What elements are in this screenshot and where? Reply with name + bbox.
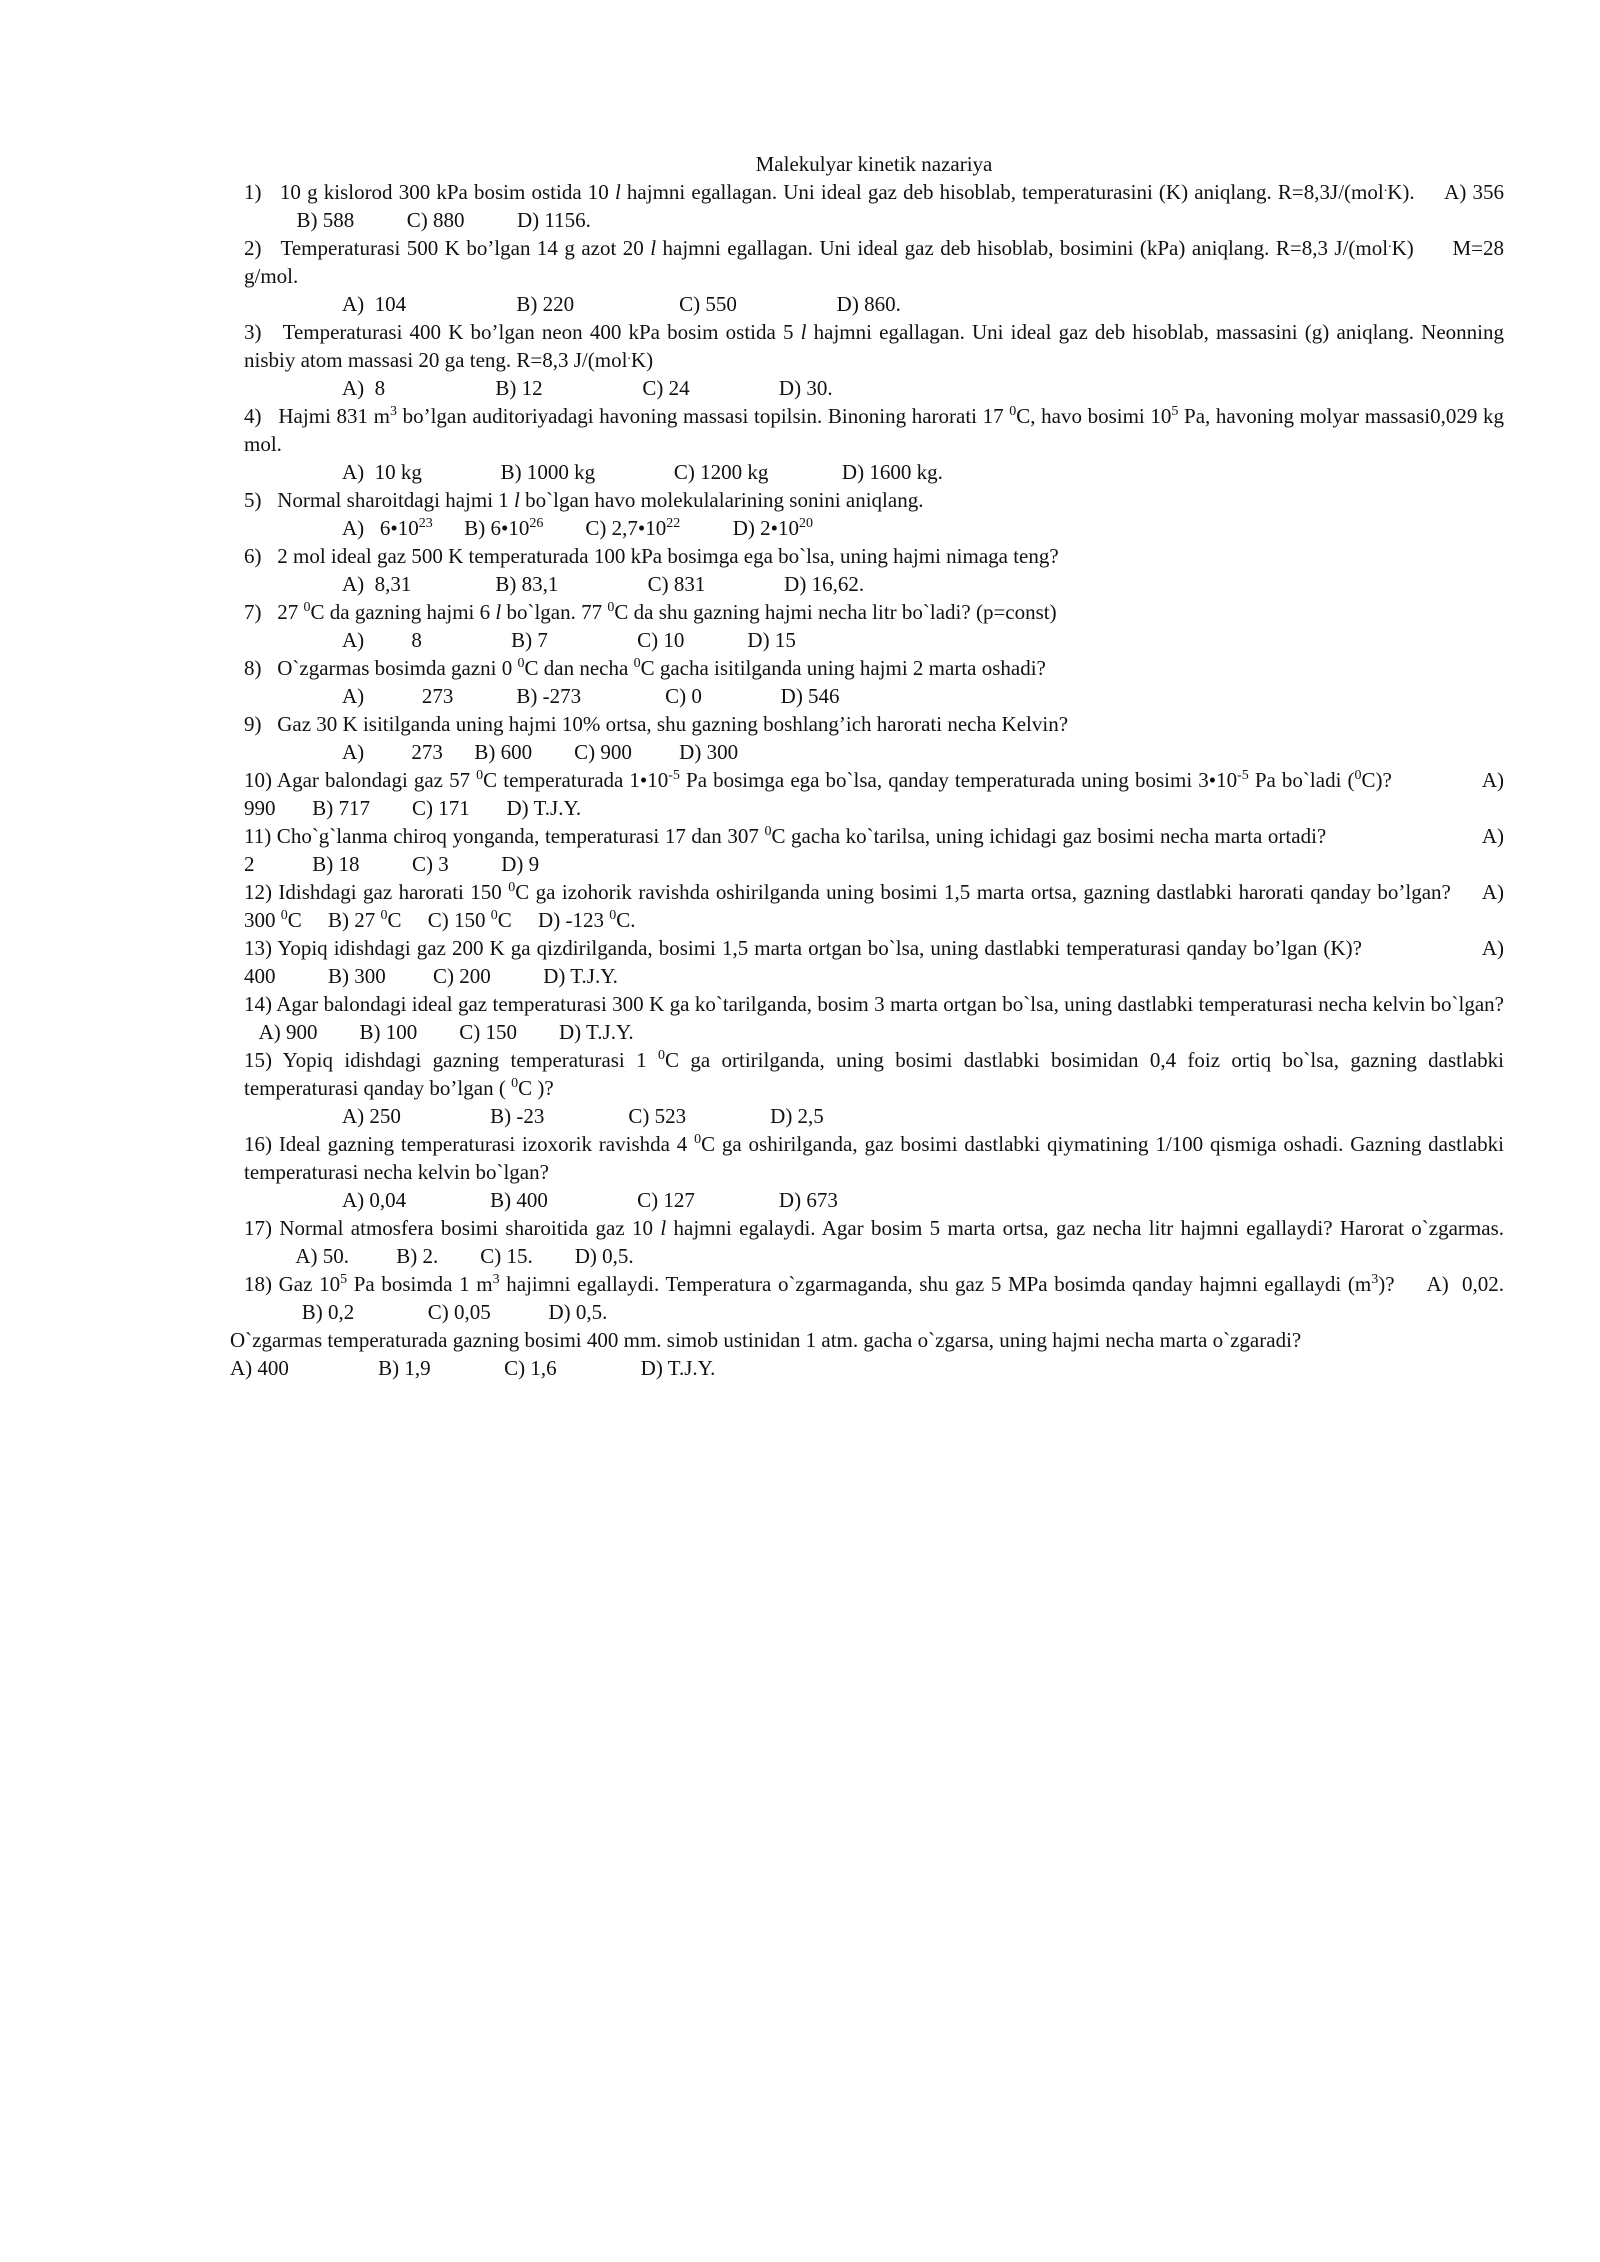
question-q10: 10) Agar balondagi gaz 57 $^0$C temperaturada $1•10^{-5}$ Pa bosimga ega bo`lsa, qanday temperaturada uning bosimi $3•10^{-5}$ Pa bo`ladi ($^0$C)? A) 990 B) 717 C) 171 D) T.J.Y.	[244, 768, 1504, 820]
question-q1: 1) 10 g kislorod 300 kPa bosim ostida 10 l hajmni egallagan. Uni ideal gaz deb hisoblab, temperaturasini (K) aniqlang. R=8,3J/(mol.K). A) 356 B) 588 C) 880 D) 1156.	[244, 180, 1504, 232]
question-q16: 16) Ideal gazning temperaturasi izoxorik ravishda 4 $^0$C ga oshirilganda, gaz bosimi dastlabki qiymatining 1/100 qismiga oshadi. Gazning dastlabki temperaturasi necha kelvin bo`lgan?	[244, 1132, 1505, 1184]
question-q12: 12) Idishdagi gaz harorati 150 $^0$C ga izohorik ravishda oshirilganda uning bosimi 1,5 marta ortsa, gazning dastlabki harorati qanday bo’lgan? A) 300 $^0$C B) 27 $^0$C C) 150 $^0$C D) -123 $^0$C.	[244, 880, 1504, 932]
question-q7: 7) 27 $^0$C da gazning hajmi 6 l bo`lgan. 77 $^0$C da shu gazning hajmi necha litr bo`ladi? (p=const)	[244, 600, 1057, 624]
document-title: Malekulyar kinetik nazariya	[755, 152, 993, 176]
question-q11: 11) Cho`g`lanma chiroq yonganda, temperaturasi 17 dan 307 $^0$C gacha ko`tarilsa, uning ichidagi gaz bosimi necha marta ortadi? A) 2 B) 18 C) 3 D) 9	[244, 824, 1504, 876]
question-q6: 6) 2 mol ideal gaz 500 K temperaturada 100 kPa bosimga ega bo`lsa, uning hajmi nimaga teng?	[244, 544, 1059, 568]
answer-options-q3: A) 8 B) 12 C) 24 D) 30.	[342, 376, 833, 400]
question-q18: 18) Gaz $10^5$ Pa bosimda 1 $m^3$ hajimni egallaydi. Temperatura o`zgarmaganda, shu gaz 5 MPa bosimda qanday hajmni egallaydi $(m^3)$? A) 0,02. B) 0,2 C) 0,05 D) 0,5.	[244, 1272, 1504, 1324]
answer-options-q15: A) 250 B) -23 C) 523 D) 2,5	[342, 1104, 824, 1128]
answer-options-q5: A) $6•10^{23}$ B) $6•10^{26}$ C) $2,7•10^{22}$ D) $2•10^{20}$	[342, 516, 813, 540]
answer-options-q8: A) 273 B) -273 C) 0 D) 546	[342, 684, 840, 708]
question-q3: 3) Temperaturasi 400 K bo’lgan neon 400 kPa bosim ostida 5 l hajmni egallagan. Uni ideal gaz deb hisoblab, massasini (g) aniqlang. Neonning nisbiy atom massasi 20 ga teng. R=8,3 J/(mol.K)	[244, 320, 1504, 372]
question-q2: 2) Temperaturasi 500 K bo’lgan 14 g azot 20 l hajmni egallagan. Uni ideal gaz deb hisoblab, bosimini (kPa) aniqlang. R=8,3 J/(mol.K) M=28 g/mol.	[244, 236, 1504, 288]
answer-options-q2: A) 104 B) 220 C) 550 D) 860.	[342, 292, 901, 316]
document-page	[230, 150, 1505, 1382]
question-q15: 15) Yopiq idishdagi gazning temperaturasi 1 $^0$C ga ortirilganda, uning bosimi dastlabki bosimidan 0,4 foiz ortiq bo`lsa, gazning dastlabki temperaturasi qanday bo’lgan ( $^0$C )?	[244, 1048, 1504, 1100]
question-q17: 17) Normal atmosfera bosimi sharoitida gaz 10 l hajmni egalaydi. Agar bosim 5 marta ortsa, gaz necha litr hajmni egallaydi? Harorat o`zgarmas. A) 50. B) 2. C) 15. D) 0,5.	[244, 1216, 1504, 1268]
answer-options-q6: A) 8,31 B) 83,1 C) 831 D) 16,62.	[342, 572, 865, 596]
question-q5: 5) Normal sharoitdagi hajmi 1 l bo`lgan havo molekulalarining sonini aniqlang.	[244, 488, 924, 512]
question-q13: 13) Yopiq idishdagi gaz 200 K ga qizdirilganda, bosimi 1,5 marta ortgan bo`lsa, uning dastlabki temperaturasi qanday bo’lgan (K)? A) 400 B) 300 C) 200 D) T.J.Y.	[244, 936, 1504, 988]
answer-options-q4: A) 10 kg B) 1000 kg C) 1200 kg D) 1600 kg.	[342, 460, 943, 484]
question-q4: 4) Hajmi 831 $m^3$ bo’lgan auditoriyadagi havoning massasi topilsin. Binoning harorati 17 $^0$C, havo bosimi $10^5$ Pa, havoning molyar massasi0,029 kg mol.	[244, 404, 1504, 456]
question-q19: O`zgarmas temperaturada gazning bosimi 400 mm. simob ustinidan 1 atm. gacha o`zgarsa, uning hajmi necha marta o`zgaradi?	[230, 1328, 1302, 1352]
answer-options-q19: A) 400 B) 1,9 C) 1,6 D) T.J.Y.	[230, 1356, 716, 1380]
answer-options-q9: A) 273 B) 600 C) 900 D) 300	[342, 740, 739, 764]
question-list	[230, 178, 1505, 1382]
question-q8: 8) O`zgarmas bosimda gazni 0 $^0$C dan necha $^0$C gacha isitilganda uning hajmi 2 marta oshadi?	[244, 656, 1046, 680]
question-q14: 14) Agar balondagi ideal gaz temperaturasi 300 K ga ko`tarilganda, bosim 3 marta ortgan bo`lsa, uning dastlabki temperaturasi necha kelvin bo`lgan? A) 900 B) 100 C) 150 D) T.J.Y.	[244, 992, 1504, 1044]
answer-options-q7: A) 8 B) 7 C) 10 D) 15	[342, 628, 796, 652]
question-q9: 9) Gaz 30 K isitilganda uning hajmi 10% ortsa, shu gazning boshlang’ich harorati necha Kelvin?	[244, 712, 1069, 736]
answer-options-q16: A) 0,04 B) 400 C) 127 D) 673	[342, 1188, 838, 1212]
